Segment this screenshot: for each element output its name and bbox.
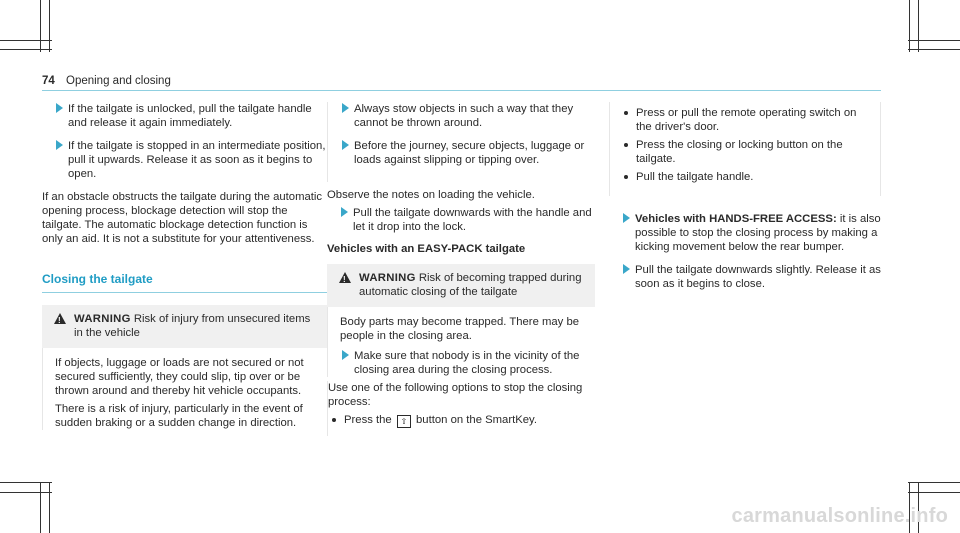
- crop-mark: [908, 482, 960, 483]
- crop-mark: [918, 0, 919, 52]
- section-rule: [42, 292, 327, 293]
- step-text: If the tailgate is unlocked, pull the tailgate handle and release it again immediately.: [68, 103, 312, 129]
- column-right: [609, 102, 881, 300]
- header-rule: [42, 90, 881, 91]
- smartkey-tailgate-icon: ⇧: [397, 415, 411, 428]
- crop-mark: [908, 492, 960, 493]
- column-left: [42, 102, 327, 434]
- warning-continued: [327, 102, 595, 182]
- step-arrow-icon: [623, 264, 630, 274]
- crop-mark: [0, 492, 52, 493]
- warning-body: [42, 348, 327, 430]
- options-intro: Use one of the following options to stop the closing process:: [328, 382, 583, 408]
- list-item: [620, 106, 872, 134]
- warning-icon: [54, 313, 66, 324]
- step-item: [609, 263, 881, 291]
- step-text: Always stow objects in such a way that they cannot be thrown around.: [354, 103, 574, 129]
- option-text-after: button on the SmartKey.: [416, 414, 538, 426]
- crop-mark: [40, 0, 41, 52]
- crop-mark: [49, 0, 50, 52]
- step-arrow-icon: [56, 140, 63, 150]
- step-text: Before the journey, secure objects, luggage or loads against slipping or tipping over.: [354, 140, 585, 166]
- step-item: [340, 349, 587, 377]
- step-arrow-icon: [342, 103, 349, 113]
- section-title: Closing the tailgate: [42, 272, 153, 286]
- step-text: Make sure that nobody is in the vicinity of the closing area during the closing process.: [354, 350, 580, 376]
- watermark: carmanualsonline.info: [731, 505, 948, 527]
- warning-title: Risk of injury from unsecured items in the vehicle: [74, 313, 311, 339]
- bullet-dot: [624, 175, 628, 179]
- crop-mark: [0, 40, 52, 41]
- body-paragraph: Observe the notes on loading the vehicle.: [327, 189, 535, 201]
- warning-header: [42, 305, 327, 348]
- step-arrow-icon: [623, 213, 630, 223]
- warning-paragraph: Body parts may become trapped. There may be people in the closing area.: [340, 316, 580, 342]
- list-item-text: Press the closing or locking button on the tailgate.: [636, 139, 843, 165]
- step-item: [609, 212, 881, 254]
- list-item: [620, 170, 872, 184]
- step-text: Pull the tailgate downwards with the handle and let it drop into the lock.: [353, 207, 592, 233]
- page-number: 74: [42, 75, 55, 87]
- page-header: [42, 74, 171, 88]
- step-arrow-icon: [56, 103, 63, 113]
- step-arrow-icon: [342, 350, 349, 360]
- options-continued: [609, 102, 881, 196]
- list-item-text: Press or pull the remote operating switch on the driver's door.: [636, 107, 857, 133]
- crop-mark: [0, 49, 52, 50]
- option-text-before: Press the: [344, 414, 392, 426]
- bullet-dot: [624, 111, 628, 115]
- crop-mark: [908, 49, 960, 50]
- list-item: [328, 413, 595, 428]
- warning-label: WARNING: [74, 313, 131, 325]
- step-arrow-icon: [342, 140, 349, 150]
- warning-header: [327, 264, 595, 307]
- step-item: [328, 139, 595, 167]
- step-item: [328, 102, 595, 130]
- step-text: Pull the tailgate downwards slightly. Release it as soon as it begins to close.: [635, 264, 881, 290]
- step-item: [42, 102, 327, 130]
- step-text: [635, 212, 881, 254]
- crop-mark: [0, 482, 52, 483]
- bullet-dot: [332, 418, 336, 422]
- warning-paragraph: There is a risk of injury, particularly in the event of sudden braking or a sudden change in direction.: [55, 403, 303, 429]
- body-paragraph: If an obstacle obstructs the tailgate during the automatic opening process, blockage detection will stop the tailgate. The automatic blockage detection function is only an aid. It is not a substitute for your attentiveness.: [42, 191, 323, 245]
- step-item: [327, 206, 595, 234]
- list-item: [620, 138, 872, 166]
- crop-mark: [40, 482, 41, 533]
- crop-mark: [908, 40, 960, 41]
- step-arrow-icon: [341, 207, 348, 217]
- page-title: Opening and closing: [66, 75, 171, 87]
- step-bold-label: Vehicles with HANDS-FREE ACCESS:: [635, 213, 837, 225]
- options-block: [327, 381, 595, 436]
- subheading: Vehicles with an EASY-PACK tailgate: [327, 243, 526, 255]
- step-text: If the tailgate is stopped in an intermediate position, pull it upwards. Release it as soon as it begins to open.: [68, 140, 326, 180]
- warning-title: Risk of becoming trapped during automatic closing of the tailgate: [359, 272, 582, 298]
- warning-body: [327, 307, 595, 377]
- warning-label: WARNING: [359, 272, 416, 284]
- crop-mark: [909, 0, 910, 52]
- crop-mark: [49, 482, 50, 533]
- column-middle: [327, 102, 595, 436]
- warning-paragraph: If objects, luggage or loads are not secured or not secured sufficiently, they could slip, tip over or be thrown around and thereby hit vehicle occupants.: [55, 357, 304, 397]
- bullet-dot: [624, 143, 628, 147]
- step-item: [42, 139, 327, 181]
- warning-icon: [339, 272, 351, 283]
- list-item-text: Pull the tailgate handle.: [636, 171, 754, 183]
- step-text-rest: it is also possible to stop the closing process by making a kicking movement below the rear bumper.: [635, 213, 881, 253]
